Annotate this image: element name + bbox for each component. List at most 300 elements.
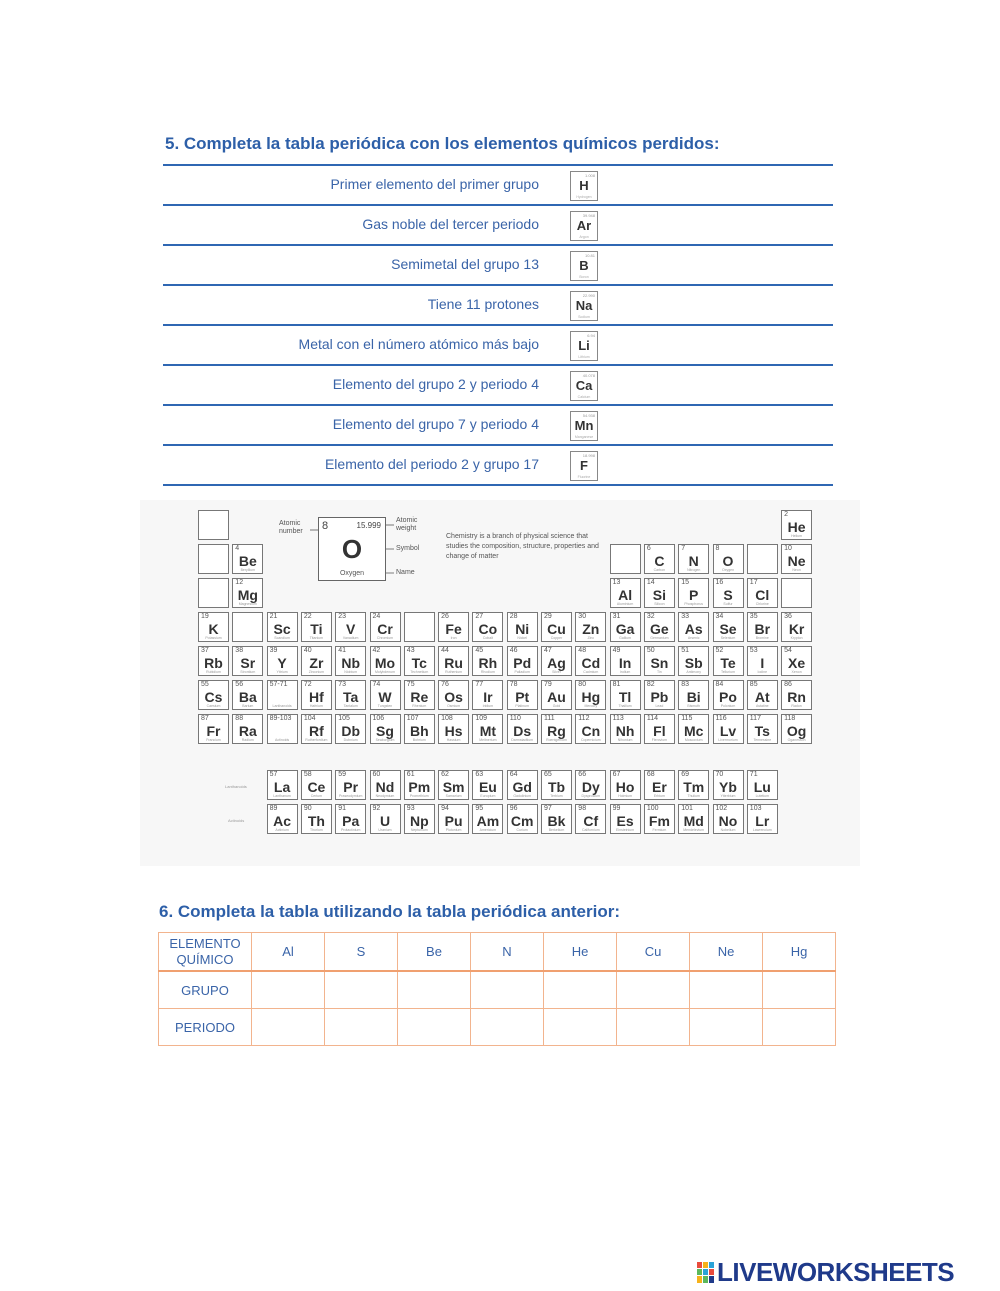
blank-element-cell[interactable]	[610, 544, 641, 574]
element-symbol: Rg	[547, 723, 566, 739]
element-symbol: Cm	[510, 813, 534, 829]
tile-name: Manganese	[574, 435, 594, 439]
blank-element-cell[interactable]	[198, 544, 229, 574]
element-name: Technetium	[410, 670, 429, 674]
element-name: Arsenic	[687, 636, 700, 640]
answer-cell[interactable]	[763, 971, 836, 1009]
tile-name: Argon	[579, 235, 589, 239]
atomic-number: 78	[509, 681, 518, 688]
atomic-number: 98	[578, 805, 587, 812]
row-label-cell: PERIODO	[159, 1009, 252, 1046]
element-cell	[198, 612, 229, 642]
atomic-number: 89-103	[269, 715, 292, 722]
element-cell	[781, 612, 812, 642]
element-name: Yttrium	[276, 670, 288, 674]
element-cell	[610, 680, 641, 710]
element-cell	[713, 612, 744, 642]
element-symbol: Lr	[755, 813, 770, 829]
atomic-number: 76	[441, 681, 449, 688]
answer-cell[interactable]	[690, 971, 763, 1009]
element-symbol: O	[722, 553, 734, 569]
atomic-number: 100	[646, 805, 659, 812]
element-cell	[541, 612, 572, 642]
atomic-number: 17	[749, 579, 758, 586]
answer-cell[interactable]	[398, 971, 471, 1009]
element-name: Thallium	[618, 704, 632, 708]
element-header-cell: Hg	[763, 933, 836, 972]
element-symbol: Nh	[615, 723, 635, 739]
element-cell	[232, 578, 263, 608]
element-name: Antimony	[686, 670, 701, 674]
element-name: Thorium	[309, 828, 323, 832]
answer-cell[interactable]	[544, 1009, 617, 1046]
header-label-cell: ELEMENTO QUÍMICO	[159, 933, 252, 972]
atomic-number: 89	[269, 805, 278, 812]
element-name: Xenon	[791, 670, 802, 674]
lanthanoid-cell	[301, 770, 332, 800]
actinoid-cell	[267, 804, 298, 834]
element-cell	[335, 646, 366, 676]
legend-symbol: O	[341, 534, 363, 564]
element-name: Scandium	[274, 636, 290, 640]
blank-element-cell[interactable]	[781, 578, 812, 608]
element-name: Potassium	[205, 636, 222, 640]
clue-text: Elemento del periodo 2 y grupo 17	[324, 456, 539, 472]
element-cell	[575, 646, 606, 676]
atomic-number: 35	[749, 613, 758, 620]
element-name: Silver	[552, 670, 561, 674]
element-name: Krypton	[790, 636, 803, 640]
element-cell	[507, 612, 538, 642]
clue-row	[163, 364, 833, 404]
atomic-number: 85	[749, 681, 758, 688]
element-symbol: U	[379, 813, 391, 829]
element-symbol: Pt	[515, 689, 530, 705]
element-header-cell: Cu	[617, 933, 690, 972]
answer-cell[interactable]	[252, 971, 325, 1009]
clue-row	[163, 404, 833, 444]
element-name: Indium	[619, 670, 631, 674]
element-symbol: Tl	[618, 689, 632, 705]
element-symbol: W	[378, 689, 392, 705]
atomic-number: 8	[715, 545, 720, 552]
element-symbol: Cs	[204, 689, 223, 705]
tile-name: Lithium	[578, 355, 590, 359]
answer-tile[interactable]	[570, 451, 598, 481]
atomic-number: 4	[235, 545, 240, 552]
atomic-number: 64	[509, 771, 518, 778]
tile-symbol: Na	[575, 298, 593, 313]
element-symbol: Ru	[444, 655, 463, 671]
answer-tile[interactable]	[570, 211, 598, 241]
element-symbol: Br	[754, 621, 771, 637]
clue-row	[163, 244, 833, 284]
atomic-number: 75	[406, 681, 415, 688]
element-symbol: Rb	[204, 655, 223, 671]
element-cell	[644, 612, 675, 642]
element-cell	[232, 714, 263, 744]
element-symbol: Pm	[408, 779, 431, 795]
atomic-number: 94	[441, 805, 449, 812]
tile-name: Sodium	[578, 315, 590, 319]
element-symbol: S	[723, 587, 733, 603]
element-name: Chlorine	[755, 602, 769, 606]
lanthanoid-cell	[678, 770, 709, 800]
element-cell	[267, 680, 298, 710]
atomic-number: 77	[475, 681, 484, 688]
element-symbol: Rn	[787, 689, 806, 705]
answer-row	[159, 971, 836, 1009]
element-name: Erbium	[653, 794, 665, 798]
atomic-number: 96	[509, 805, 518, 812]
atomic-number: 22	[303, 613, 312, 620]
atomic-number: 28	[509, 613, 518, 620]
atomic-number: 87	[201, 715, 209, 722]
answer-tile[interactable]	[570, 371, 598, 401]
element-cell	[472, 646, 503, 676]
answer-tile[interactable]	[570, 291, 598, 321]
answer-tile[interactable]	[570, 171, 598, 201]
tile-weight: 54.938	[582, 413, 595, 418]
atomic-number: 56	[235, 681, 244, 688]
element-symbol: Sr	[240, 655, 256, 671]
atomic-number: 15	[681, 579, 689, 586]
atomic-number: 16	[715, 579, 724, 586]
answer-cell[interactable]	[617, 1009, 690, 1046]
element-symbol: Cn	[581, 723, 601, 739]
element-name: Oganesson	[787, 738, 806, 742]
answer-cell[interactable]	[763, 1009, 836, 1046]
answer-row	[159, 1009, 836, 1046]
element-name: Plutonium	[445, 828, 462, 832]
tile-name: Fluorine	[577, 475, 591, 479]
element-symbol: Og	[786, 723, 807, 739]
brand-name: LIVEWORKSHEETS	[717, 1257, 955, 1287]
element-cell	[713, 714, 744, 744]
atomic-number: 38	[235, 647, 244, 654]
atomic-number: 109	[475, 715, 488, 722]
blank-element-cell[interactable]	[747, 544, 778, 574]
element-symbol: Ta	[343, 689, 359, 705]
element-name: Osmium	[447, 704, 461, 708]
atomic-number: 93	[406, 805, 415, 812]
element-cell	[198, 714, 229, 744]
element-symbol: Y	[277, 655, 287, 671]
atomic-number: 19	[201, 613, 209, 620]
element-name: Actinium	[275, 828, 289, 832]
actinoids-label: Actinoids	[228, 818, 245, 823]
lanthanoid-cell	[747, 770, 778, 800]
actinoid-cell	[472, 804, 503, 834]
answer-cell[interactable]	[471, 971, 544, 1009]
element-name: Lutetium	[755, 794, 770, 798]
atomic-number: 14	[646, 579, 655, 586]
element-symbol: Tm	[683, 779, 705, 795]
atomic-number: 44	[441, 647, 449, 654]
lanthanoids-label: Lanthanoids	[225, 784, 247, 789]
atomic-number: 54	[784, 647, 792, 654]
element-cell	[644, 646, 675, 676]
element-name: Moscovium	[684, 738, 703, 742]
element-header-cell: Al	[252, 933, 325, 972]
element-symbol: Po	[719, 689, 737, 705]
element-symbol: Gd	[512, 779, 532, 795]
atomic-number: 117	[749, 715, 761, 722]
element-cell	[575, 714, 606, 744]
element-name: Dubnium	[343, 738, 358, 742]
element-symbol: Sb	[684, 655, 703, 671]
clue-text: Primer elemento del primer grupo	[330, 176, 539, 192]
tile-weight: 22.990	[582, 293, 595, 298]
blank-element-cell[interactable]	[198, 510, 229, 540]
element-symbol: V	[346, 621, 356, 637]
element-symbol: K	[208, 621, 219, 637]
element-cell	[507, 646, 538, 676]
atomic-number: 74	[372, 681, 381, 688]
element-cell	[610, 578, 641, 608]
element-name: Niobium	[344, 670, 358, 674]
element-name: Chromium	[376, 636, 394, 640]
atomic-number: 48	[578, 647, 587, 654]
blank-element-cell[interactable]	[198, 578, 229, 608]
atomic-number: 59	[338, 771, 346, 778]
element-symbol: Yb	[719, 779, 737, 795]
element-name: Molybdenum	[374, 670, 396, 674]
element-symbol: Ag	[547, 655, 566, 671]
atomic-number: 34	[715, 613, 724, 620]
actinoid-cell	[644, 804, 675, 834]
element-cell	[507, 714, 538, 744]
element-header-cell: S	[325, 933, 398, 972]
element-name: Rubidium	[206, 670, 221, 674]
element-name: Berkelium	[548, 828, 565, 832]
element-cell	[678, 680, 709, 710]
atomic-number: 88	[235, 715, 244, 722]
atomic-number: 32	[646, 613, 655, 620]
atomic-number: 105	[338, 715, 350, 722]
actinoid-cell	[335, 804, 366, 834]
element-symbol: Os	[444, 689, 463, 705]
element-cell	[370, 612, 401, 642]
answer-tile[interactable]	[570, 251, 598, 281]
element-name: Dysprosium	[581, 794, 601, 798]
element-name: Nihonium	[617, 738, 633, 742]
element-name: Rutherfordium	[305, 738, 328, 742]
lanthanoid-cell	[610, 770, 641, 800]
element-name: Caesium	[206, 704, 221, 708]
atomic-number: 36	[784, 613, 792, 620]
element-name: Terbium	[550, 794, 563, 798]
element-symbol: Nd	[375, 779, 395, 795]
element-cell	[678, 714, 709, 744]
element-name: Curium	[516, 828, 528, 832]
element-symbol: Fe	[445, 621, 462, 637]
answer-cell[interactable]	[325, 971, 398, 1009]
element-cell	[541, 680, 572, 710]
element-cell	[404, 680, 435, 710]
legend-z: 8	[322, 520, 329, 532]
element-symbol: Tc	[411, 655, 427, 671]
atomic-number: 113	[612, 715, 624, 722]
atomic-number: 99	[612, 805, 621, 812]
element-name: Rhenium	[412, 704, 427, 708]
element-symbol: Cf	[583, 813, 599, 829]
element-symbol: Bk	[547, 813, 566, 829]
atomic-number: 45	[475, 647, 484, 654]
element-cell	[335, 612, 366, 642]
element-symbol: Ba	[238, 689, 257, 705]
element-name: Copper	[550, 636, 563, 640]
element-name: Francium	[206, 738, 221, 742]
blank-element-cell[interactable]	[404, 612, 435, 642]
element-name: Bohrium	[412, 738, 426, 742]
tile-weight: 1.008	[584, 173, 595, 178]
atomic-number: 41	[338, 647, 346, 654]
element-cell	[301, 612, 332, 642]
legend-symbol-label: Symbol	[396, 545, 420, 552]
element-cell	[644, 544, 675, 574]
answer-cell[interactable]	[398, 1009, 471, 1046]
element-symbol: Fr	[206, 723, 221, 739]
element-cell	[301, 680, 332, 710]
legend-weight: 15.999	[356, 521, 381, 530]
element-symbol: Ir	[483, 689, 493, 705]
atomic-number: 95	[475, 805, 484, 812]
element-symbol: Pb	[650, 689, 669, 705]
element-cell	[644, 680, 675, 710]
element-symbol: Fm	[648, 813, 670, 829]
answer-cell[interactable]	[617, 971, 690, 1009]
answer-cell[interactable]	[690, 1009, 763, 1046]
element-name: Iron	[450, 636, 457, 640]
answer-cell[interactable]	[252, 1009, 325, 1046]
element-cell	[541, 714, 572, 744]
element-name: Mercury	[584, 704, 598, 708]
answer-tile[interactable]	[570, 411, 598, 441]
element-symbol: Hg	[581, 689, 601, 705]
actinoid-cell	[438, 804, 469, 834]
element-cell	[747, 646, 778, 676]
element-name: Strontium	[240, 670, 256, 674]
element-cell	[575, 612, 606, 642]
element-cell	[747, 680, 778, 710]
element-symbol: Th	[307, 813, 325, 829]
element-symbol: Cd	[581, 655, 601, 671]
element-cell	[507, 680, 538, 710]
element-name: Livermorium	[718, 738, 738, 742]
element-symbol: P	[689, 587, 699, 603]
element-cell	[404, 646, 435, 676]
element-symbol: N	[688, 553, 699, 569]
atomic-number: 27	[475, 613, 484, 620]
element-symbol: Sn	[650, 655, 669, 671]
element-symbol: Tb	[547, 779, 566, 795]
atomic-number: 30	[578, 613, 587, 620]
atomic-number: 97	[544, 805, 552, 812]
answer-cell[interactable]	[544, 971, 617, 1009]
atomic-number: 103	[749, 805, 762, 812]
element-name: Mendelevium	[683, 828, 705, 832]
answer-cell[interactable]	[325, 1009, 398, 1046]
element-name: Vanadium	[342, 636, 359, 640]
element-name: Uranium	[378, 828, 392, 832]
atomic-number: 108	[441, 715, 453, 722]
element-cell	[438, 714, 469, 744]
answer-cell[interactable]	[471, 1009, 544, 1046]
atomic-number: 47	[544, 647, 552, 654]
row-label-cell: GRUPO	[159, 971, 252, 1009]
atomic-number: 110	[509, 715, 521, 722]
atomic-number: 43	[406, 647, 415, 654]
atomic-number: 12	[235, 579, 244, 586]
element-name: Tantalum	[343, 704, 358, 708]
atomic-number: 62	[441, 771, 449, 778]
element-name: Magnesium	[238, 602, 257, 606]
element-name: Thulium	[687, 794, 700, 798]
element-cell	[610, 612, 641, 642]
element-symbol: C	[654, 553, 665, 569]
actinoid-cell	[541, 804, 572, 834]
element-symbol: Re	[410, 689, 429, 705]
section-5-title: 5. Completa la tabla periódica con los elementos químicos perdidos:	[165, 134, 720, 153]
element-name: Nobelium	[720, 828, 736, 832]
atomic-number: 114	[646, 715, 659, 722]
atomic-number: 111	[544, 715, 555, 722]
tile-symbol: Ca	[575, 378, 593, 393]
element-name: Cobalt	[482, 636, 493, 640]
element-name: Einsteinium	[616, 828, 635, 832]
actinoid-cell	[507, 804, 538, 834]
legend-atomic-number-label: Atomic number	[279, 520, 303, 535]
element-symbol: Cr	[377, 621, 393, 637]
element-name: Lanthanoids	[272, 704, 292, 708]
tile-weight: 40.078	[582, 373, 595, 378]
lanthanoid-cell	[644, 770, 675, 800]
section-6-title: 6. Completa la tabla utilizando la tabla periódica anterior:	[159, 902, 620, 921]
element-symbol: He	[787, 519, 806, 535]
element-cell	[472, 714, 503, 744]
atomic-number: 31	[612, 613, 621, 620]
element-cell	[335, 680, 366, 710]
tile-symbol: Mn	[574, 418, 594, 433]
blank-element-cell[interactable]	[232, 612, 263, 642]
atomic-number: 82	[646, 681, 655, 688]
tile-symbol: B	[579, 258, 589, 273]
atomic-number: 107	[406, 715, 419, 722]
element-symbol: No	[718, 813, 738, 829]
legend-element-tile	[318, 517, 386, 581]
element-header-cell: Ne	[690, 933, 763, 972]
element-name: Rhodium	[480, 670, 495, 674]
element-cell	[713, 680, 744, 710]
element-symbol: Sm	[442, 779, 465, 795]
element-cell	[301, 646, 332, 676]
element-name: Cadmium	[583, 670, 599, 674]
atomic-number: 106	[372, 715, 385, 722]
element-symbol: At	[754, 689, 770, 705]
lanthanoid-cell	[370, 770, 401, 800]
element-cell	[232, 680, 263, 710]
legend-name: Oxygen	[339, 570, 365, 577]
tile-symbol: H	[579, 178, 589, 193]
atomic-number: 90	[303, 805, 312, 812]
element-symbol: Xe	[788, 655, 806, 671]
element-header-cell: Be	[398, 933, 471, 972]
element-symbol: Ce	[307, 779, 326, 795]
atomic-number: 81	[612, 681, 621, 688]
answer-tile[interactable]	[570, 331, 598, 361]
atomic-number: 13	[612, 579, 621, 586]
